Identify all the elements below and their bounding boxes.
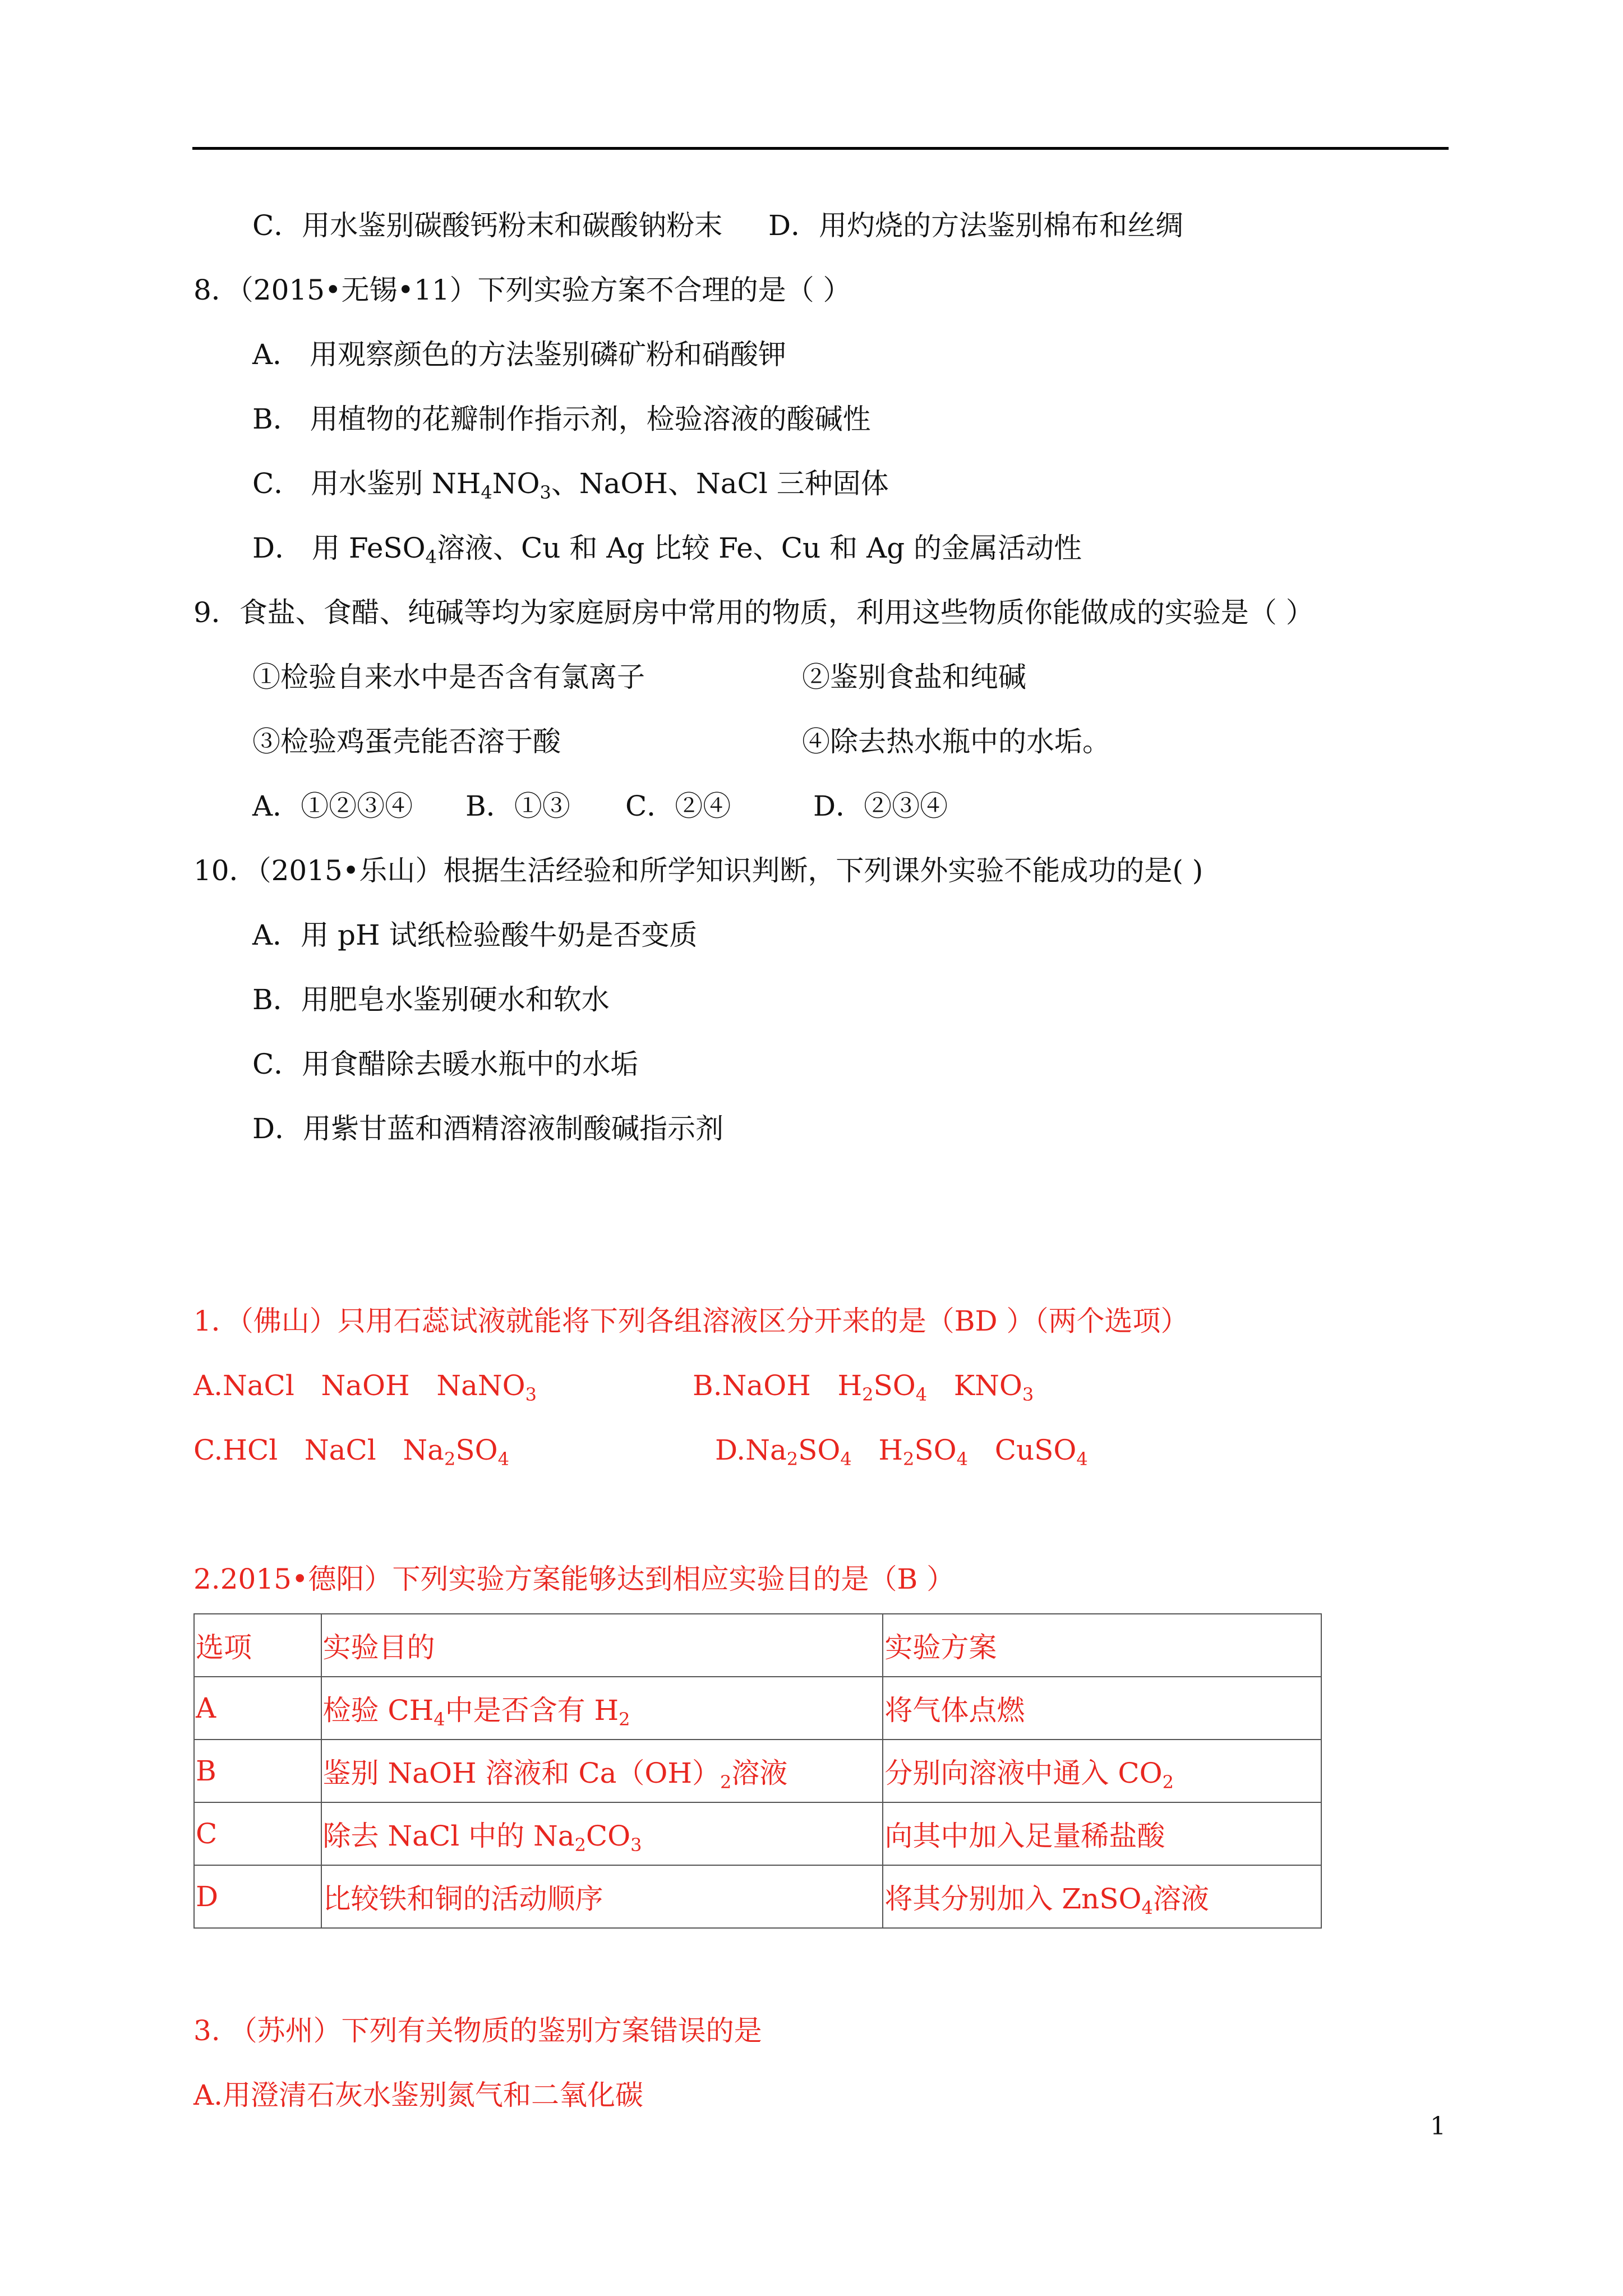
table-cell-goal: 鉴别 NaOH 溶液和 $Ca(OH)_2$溶液 [321,1740,883,1802]
table-cell-plan: 分别向溶液中通入 $CO_2$ [883,1740,1321,1802]
table-row [194,1740,1321,1802]
table-cell-plan: 将其分别加入 ZnSO$_4$溶液 [883,1865,1321,1928]
q8-option-d: D． 用 FeSO$_4$溶液、Cu 和 Ag 比较 Fe、Cu 和 Ag 的金属活动性 [252,532,1082,568]
r1-stem: 1．（佛山）只用石蕊试液就能将下列各组溶液区分开来的是（BD ）（两个选项） [193,1305,1189,1337]
q10-stem: 10．（2015•乐山）根据生活经验和所学知识判断，下列课外实验不能成功的是( ) [193,854,1204,887]
table-row [194,1865,1321,1928]
table-cell-plan: 将气体点燃 [883,1677,1321,1740]
r1-option-d: $D.Na_2SO_4$ $H_2SO_4$ CuSO$_4$ [715,1434,1088,1470]
table-cell-plan: 向其中加入足量稀盐酸 [883,1802,1321,1865]
header-rule [192,147,1449,150]
q9-option-b: B．①③ [465,790,570,822]
table-cell-option: C [194,1802,321,1865]
table-cell-option: A [194,1677,321,1740]
q10-option-b: B．用肥皂水鉴别硬水和软水 [252,983,610,1016]
table-cell-goal: 除去 NaCl 中的 $Na_2CO_3$ [321,1802,883,1865]
q10-option-a: A．用 pH 试纸检验酸牛奶是否变质 [252,919,698,951]
table-header-row [194,1614,1321,1677]
r3-option-a: A.用澄清石灰水鉴别氮气和二氧化碳 [193,2079,644,2111]
table-cell-option: B [194,1740,321,1802]
q9-option-a: A．①②③④ [252,790,413,822]
table-row [194,1677,1321,1740]
r1-option-b: B.NaOH $H_2SO_4$ $KNO_3$ [693,1369,1034,1405]
table-cell-option: D [194,1865,321,1928]
r1-option-c: C.HCl NaCl $Na_2SO_4$ [193,1434,509,1470]
q10-option-d: D．用紫甘蓝和酒精溶液制酸碱指示剂 [252,1112,724,1145]
q8-stem: 8．（2015•无锡•11）下列实验方案不合理的是（ ） [193,274,851,306]
q9-stem: 9．食盐、食醋、纯碱等均为家庭厨房中常用的物质，利用这些物质你能做成的实验是（ ） [193,596,1314,629]
table-header-cell: 实验方案 [883,1614,1321,1677]
table-row [194,1802,1321,1865]
q10-option-c: C．用食醋除去暖水瓶中的水垢 [252,1048,639,1080]
q7-option-c: C．用水鉴别碳酸钙粉末和碳酸钠粉末 [252,209,723,242]
q8-option-a: A． 用观察颜色的方法鉴别磷矿粉和硝酸钾 [252,338,787,371]
r2-stem: 2.2015•德阳）下列实验方案能够达到相应实验目的是（B ） [193,1563,955,1595]
table-cell-goal: 检验 $CH_4$中是否含有 $H_2$ [321,1677,883,1740]
q9-item-3: ③检验鸡蛋壳能否溶于酸 [252,725,561,758]
q9-option-c: C．②④ [625,790,731,822]
q9-item-4: ④除去热水瓶中的水垢。 [802,725,1110,758]
r1-option-a: A.NaCl NaOH NaNO$_3$ [193,1369,537,1405]
q9-item-2: ②鉴别食盐和纯碱 [802,661,1026,693]
q9-item-1: ①检验自来水中是否含有氯离子 [252,661,645,693]
q8-option-b: B． 用植物的花瓣制作指示剂，检验溶液的酸碱性 [252,403,871,435]
page-number: 1 [1430,2112,1446,2141]
q8-option-c: C． 用水鉴别 $NH_4NO_3$、NaOH、NaCl 三种固体 [252,467,889,503]
table-cell-goal: 比较铁和铜的活动顺序 [321,1865,883,1928]
r3-stem: 3. （苏州）下列有关物质的鉴别方案错误的是 [193,2014,762,2047]
table-header-cell: 选项 [194,1614,321,1677]
table-header-cell: 实验目的 [321,1614,883,1677]
q7-option-d: D．用灼烧的方法鉴别棉布和丝绸 [768,209,1184,242]
experiment-table [193,1613,1322,1929]
q9-option-d: D．②③④ [813,790,948,822]
